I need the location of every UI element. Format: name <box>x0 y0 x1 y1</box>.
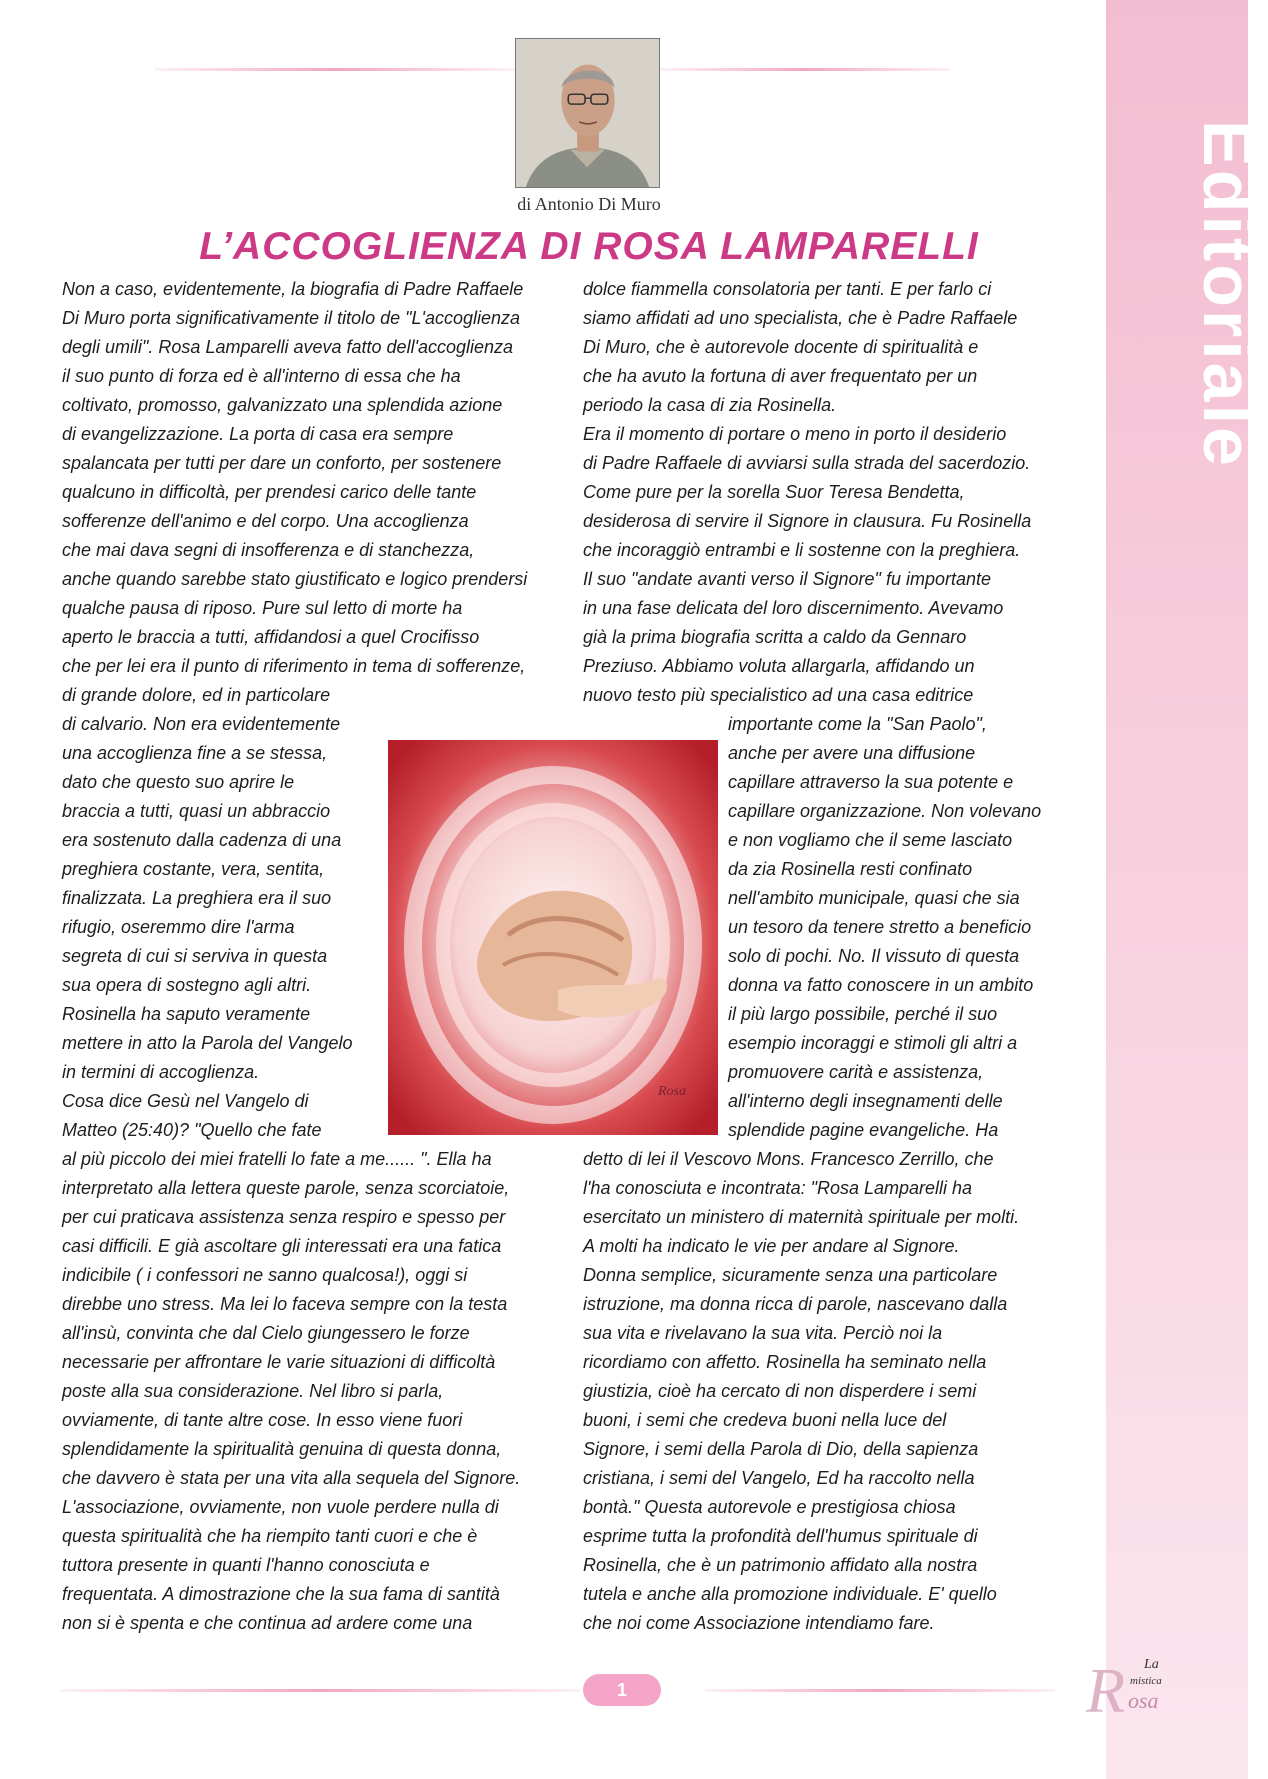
author-photo <box>515 38 660 188</box>
svg-text:Rosa: Rosa <box>658 1084 686 1099</box>
article-title: L’ACCOGLIENZA DI ROSA LAMPARELLI <box>199 225 979 268</box>
text-line: Preziuso. Abbiamo voluta allargarla, affidando un <box>583 656 975 676</box>
text-line: poste alla sua considerazione. Nel libro si parla, <box>62 1381 444 1401</box>
text-line: esempio incoraggi e stimoli gli altri a <box>728 1033 1018 1053</box>
text-line: dolce fiammella consolatoria per tanti. E per farlo ci <box>583 279 992 299</box>
text-line: Non a caso, evidentemente, la biografia di Padre Raffaele <box>62 279 524 299</box>
text-line: splendide pagine evangeliche. Ha <box>728 1120 999 1140</box>
text-line: che incoraggiò entrambi e li sostenne con la preghiera. <box>583 540 1021 560</box>
text-line: aperto le braccia a tutti, affidandosi a quel Crocifisso <box>62 627 480 647</box>
text-line: ricordiamo con affetto. Rosinella ha seminato nella <box>583 1352 987 1372</box>
text-line: finalizzata. La preghiera era il suo <box>62 888 332 908</box>
text-line: dato che questo suo aprire le <box>62 772 295 792</box>
text-line: detto di lei il Vescovo Mons. Francesco Zerrillo, che <box>583 1149 994 1169</box>
byline: di Antonio Di Muro <box>517 194 661 214</box>
text-line: coltivato, promosso, galvanizzato una splendida azione <box>62 395 503 415</box>
text-line: degli umili". Rosa Lamparelli aveva fatto dell'accoglienza <box>62 337 514 357</box>
footer-rule-right <box>705 1689 1055 1692</box>
text-line: non si è spenta e che continua ad ardere come una <box>62 1613 473 1633</box>
text-line: segreta di cui si serviva in questa <box>62 946 328 966</box>
text-line: in termini di accoglienza. <box>62 1062 260 1082</box>
header-rule-left <box>155 68 515 71</box>
text-line: che per lei era il punto di riferimento in tema di sofferenze, <box>62 656 526 676</box>
text-line: casi difficili. E già ascoltare gli interessati era una fatica <box>62 1236 502 1256</box>
text-line: era sostenuto dalla cadenza di una <box>62 830 342 850</box>
text-line: donna va fatto conoscere in un ambito <box>728 975 1034 995</box>
text-line: mettere in atto la Parola del Vangelo <box>62 1033 353 1053</box>
text-line: l'ha conosciuta e incontrata: "Rosa Lamparelli ha <box>583 1178 973 1198</box>
text-line: rifugio, oseremmo dire l'arma <box>62 917 295 937</box>
svg-text:La: La <box>1144 1657 1159 1672</box>
text-line: che ha avuto la fortuna di aver frequentato per un <box>583 366 978 386</box>
text-line: tutela e anche alla promozione individuale. E' quello <box>583 1584 997 1604</box>
text-line: da zia Rosinella resti confinato <box>728 859 973 879</box>
text-line: di calvario. Non era evidentemente <box>62 714 341 734</box>
text-line: promuovere carità e assistenza, <box>728 1062 984 1082</box>
text-line: anche quando sarebbe stato giustificato e logico prendersi <box>62 569 528 589</box>
text-line: di grande dolore, ed in particolare <box>62 685 331 705</box>
text-line: sofferenze dell'animo e del corpo. Una accoglienza <box>62 511 469 531</box>
text-line: braccia a tutti, quasi un abbraccio <box>62 801 331 821</box>
text-line: Rosinella, che è un patrimonio affidato alla nostra <box>583 1555 978 1575</box>
text-line: indicibile ( i confessori ne sanno qualcosa!), oggi si <box>62 1265 468 1285</box>
text-line: sua opera di sostegno agli altri. <box>62 975 312 995</box>
text-line: di evangelizzazione. La porta di casa era sempre <box>62 424 454 444</box>
text-line: A molti ha indicato le vie per andare al Signore. <box>583 1236 960 1256</box>
text-line: buoni, i semi che credeva buoni nella luce del <box>583 1410 947 1430</box>
text-line: L'associazione, ovviamente, non vuole perdere nulla di <box>62 1497 499 1517</box>
text-line: istruzione, ma donna ricca di parole, nascevano dalla <box>583 1294 1008 1314</box>
text-line: per cui praticava assistenza senza respiro e spesso per <box>62 1207 506 1227</box>
text-line: bontà." Questa autorevole e prestigiosa chiosa <box>583 1497 956 1517</box>
footer-rule-left <box>60 1689 580 1692</box>
text-line: ovviamente, di tante altre cose. In esso viene fuori <box>62 1410 463 1430</box>
text-line: frequentata. A dimostrazione che la sua fama di santità <box>62 1584 500 1604</box>
text-line: importante come la "San Paolo", <box>728 714 987 734</box>
magazine-logo <box>1078 1650 1188 1728</box>
text-line: il più largo possibile, perché il suo <box>728 1004 998 1024</box>
text-line: interpretato alla lettera queste parole, senza scorciatoie, <box>62 1178 510 1198</box>
text-line: Era il momento di portare o meno in porto il desiderio <box>583 424 1007 444</box>
text-line: Di Muro porta significativamente il titolo de "L'accoglienza <box>62 308 521 328</box>
text-line: qualche pausa di riposo. Pure sul letto di morte ha <box>62 598 463 618</box>
text-line: e non vogliamo che il seme lasciato <box>728 830 1013 850</box>
text-line: periodo la casa di zia Rosinella. <box>583 395 837 415</box>
text-line: Donna semplice, sicuramente senza una particolare <box>583 1265 998 1285</box>
text-line: al più piccolo dei miei fratelli lo fate a me...... ". Ella ha <box>62 1149 492 1169</box>
text-line: all'interno degli insegnamenti delle <box>728 1091 1003 1111</box>
text-line: che davvero è stata per una vita alla sequela del Signore. <box>62 1468 521 1488</box>
text-line: Cosa dice Gesù nel Vangelo di <box>62 1091 309 1111</box>
text-line: all'insù, convinta che dal Cielo giungessero le forze <box>62 1323 470 1343</box>
text-line: una accoglienza fine a se stessa, <box>62 743 328 763</box>
svg-text:osa: osa <box>1128 1688 1159 1713</box>
header-rule-right <box>660 68 950 71</box>
text-line: siamo affidati ad uno specialista, che è Padre Raffaele <box>583 308 1018 328</box>
text-line: tuttora presente in quanti l'hanno conosciuta e <box>62 1555 430 1575</box>
text-line: Come pure per la sorella Suor Teresa Bendetta, <box>583 482 965 502</box>
text-line: Il suo "andate avanti verso il Signore" fu importante <box>583 569 992 589</box>
text-line: che noi come Associazione intendiamo fare. <box>583 1613 935 1633</box>
text-line: qualcuno in difficoltà, per prendesi carico delle tante <box>62 482 477 502</box>
text-line: in una fase delicata del loro discernimento. Avevamo <box>583 598 1004 618</box>
text-line: capillare organizzazione. Non volevano <box>728 801 1042 821</box>
text-line: questa spiritualità che ha riempito tanti cuori e che è <box>62 1526 478 1546</box>
text-line: giustizia, cioè ha cercato di non disperdere i semi <box>583 1381 977 1401</box>
text-line: Rosinella ha saputo veramente <box>62 1004 311 1024</box>
section-label: Editoriale <box>1189 120 1267 469</box>
text-line: splendidamente la spiritualità genuina di questa donna, <box>62 1439 502 1459</box>
text-line: anche per avere una diffusione <box>728 743 976 763</box>
text-line: sua vita e rivelavano la sua vita. Perciò noi la <box>583 1323 943 1343</box>
text-line: Matteo (25:40)? "Quello che fate <box>62 1120 322 1140</box>
text-line: il suo punto di forza ed è all'interno di essa che ha <box>62 366 461 386</box>
text-line: necessarie per affrontare le varie situazioni di difficoltà <box>62 1352 496 1372</box>
text-line: esprime tutta la profondità dell'humus spirituale di <box>583 1526 978 1546</box>
text-line: un tesoro da tenere stretto a beneficio <box>728 917 1032 937</box>
text-line: direbbe uno stress. Ma lei lo faceva sempre con la testa <box>62 1294 508 1314</box>
text-line: solo di pochi. No. Il vissuto di questa <box>728 946 1020 966</box>
svg-text:R: R <box>1086 1655 1126 1726</box>
page-number: 1 <box>583 1674 661 1706</box>
text-line: di Padre Raffaele di avviarsi sulla strada del sacerdozio. <box>583 453 1031 473</box>
text-line: nell'ambito municipale, quasi che sia <box>728 888 1020 908</box>
hands-painting <box>388 740 718 1135</box>
text-line: cristiana, i semi del Vangelo, Ed ha raccolto nella <box>583 1468 975 1488</box>
text-line: esercitato un ministero di maternità spirituale per molti. <box>583 1207 1020 1227</box>
text-line: che mai dava segni di insofferenza e di stanchezza, <box>62 540 475 560</box>
svg-text:mistica: mistica <box>1130 1675 1162 1687</box>
text-line: spalancata per tutti per dare un conforto, per sostenere <box>62 453 502 473</box>
text-line: già la prima biografia scritta a caldo da Gennaro <box>583 627 967 647</box>
text-line: nuovo testo più specialistico ad una casa editrice <box>583 685 974 705</box>
text-line: Signore, i semi della Parola di Dio, della sapienza <box>583 1439 979 1459</box>
text-line: preghiera costante, vera, sentita, <box>62 859 325 879</box>
text-line: capillare attraverso la sua potente e <box>728 772 1014 792</box>
text-line: Di Muro, che è autorevole docente di spiritualità e <box>583 337 979 357</box>
text-line: desiderosa di servire il Signore in clausura. Fu Rosinella <box>583 511 1032 531</box>
